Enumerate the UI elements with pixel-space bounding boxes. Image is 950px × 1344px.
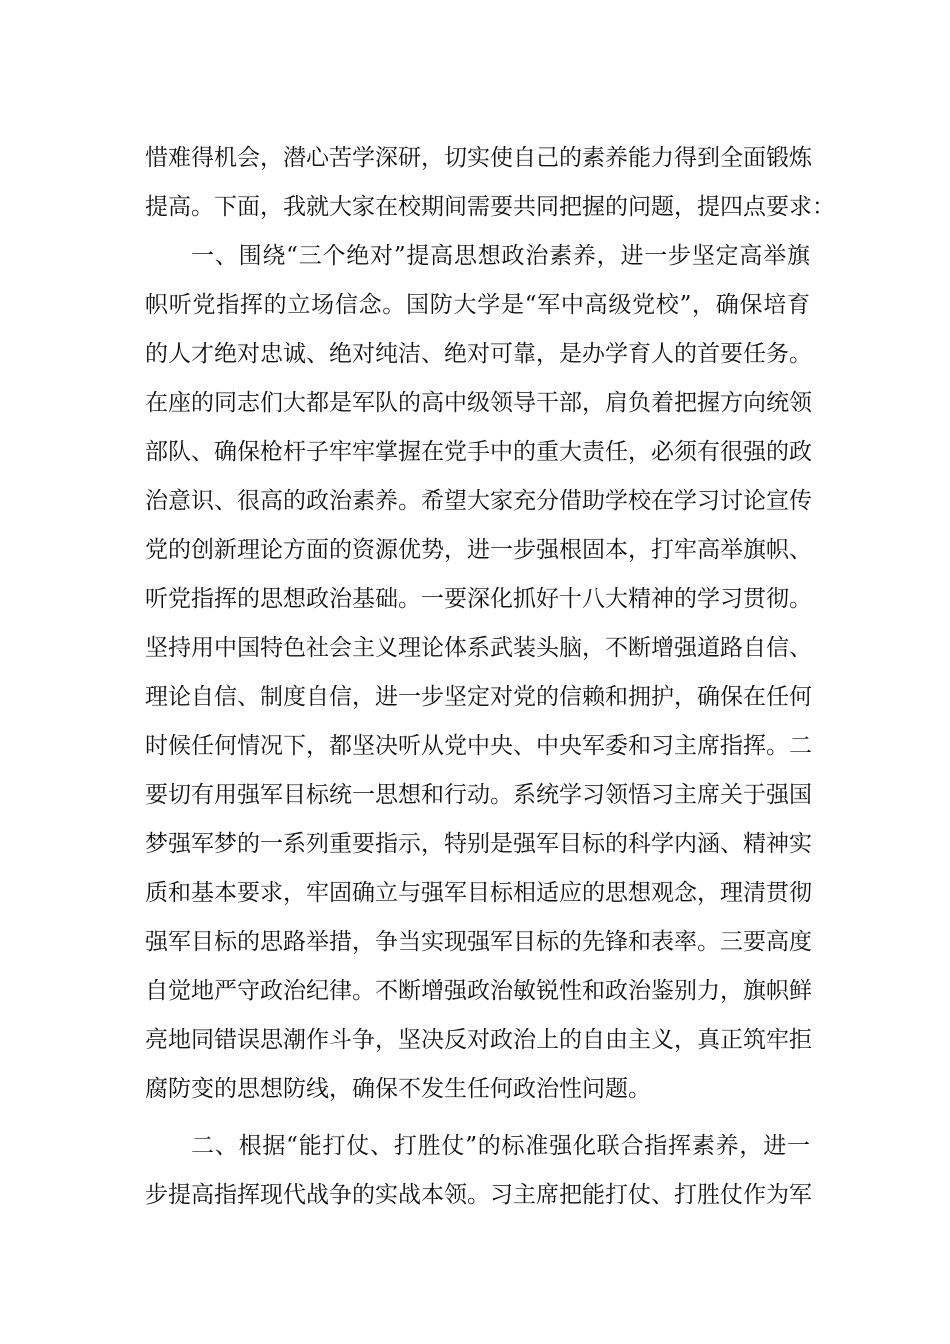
text-line: 强军目标的思路举措，争当实现强军目标的先锋和表率。三要高度 xyxy=(145,929,812,955)
text-line: 在座的同志们大都是军队的高中级领导干部，肩负着把握方向统领 xyxy=(145,390,812,416)
text-line: 质和基本要求，牢固确立与强军目标相适应的思想观念，理清贯彻 xyxy=(145,880,812,906)
text-line: 治意识、很高的政治素养。希望大家充分借助学校在学习讨论宣传 xyxy=(145,488,812,514)
text-line: 坚持用中国特色社会主义理论体系武装头脑，不断增强道路自信、 xyxy=(145,635,812,661)
text-line: 部队、确保枪杆子牢牢掌握在党手中的重大责任，必须有很强的政 xyxy=(145,439,812,465)
text-line: 惜难得机会，潜心苦学深研，切实使自己的素养能力得到全面锻炼 xyxy=(145,145,812,171)
text-line: 的人才绝对忠诚、绝对纯洁、绝对可靠，是办学育人的首要任务。 xyxy=(145,341,812,367)
text-line: 理论自信、制度自信，进一步坚定对党的信赖和拥护，确保在任何 xyxy=(145,684,812,710)
text-line: 要切有用强军目标统一思想和行动。系统学习领悟习主席关于强国 xyxy=(145,782,812,808)
text-line: 提高。下面，我就大家在校期间需要共同把握的问题，提四点要求： xyxy=(145,194,835,220)
text-line: 帜听党指挥的立场信念。国防大学是“军中高级党校”，确保培育 xyxy=(145,292,810,318)
paragraph-heading-line: 一、围绕“三个绝对”提高思想政治素养，进一步坚定高举旗 xyxy=(191,243,810,269)
text-line: 步提高指挥现代战争的实战本领。习主席把能打仗、打胜仗作为军 xyxy=(145,1182,812,1208)
text-line: 听党指挥的思想政治基础。一要深化抓好十八大精神的学习贯彻。 xyxy=(145,586,812,612)
text-line: 亮地同错误思潮作斗争，坚决反对政治上的自由主义，真正筑牢拒 xyxy=(145,1027,812,1053)
text-line: 时候任何情况下，都坚决听从党中央、中央军委和习主席指挥。二 xyxy=(145,733,812,759)
paragraph-heading-line: 二、根据“能打仗、打胜仗”的标准强化联合指挥素养，进一 xyxy=(191,1133,810,1159)
text-line: 自觉地严守政治纪律。不断增强政治敏锐性和政治鉴别力，旗帜鲜 xyxy=(145,978,812,1004)
text-line: 梦强军梦的一系列重要指示，特别是强军目标的科学内涵、精神实 xyxy=(145,831,812,857)
text-line: 腐防变的思想防线，确保不发生任何政治性问题。 xyxy=(145,1076,651,1102)
text-line: 党的创新理论方面的资源优势，进一步强根固本，打牢高举旗帜、 xyxy=(145,537,812,563)
